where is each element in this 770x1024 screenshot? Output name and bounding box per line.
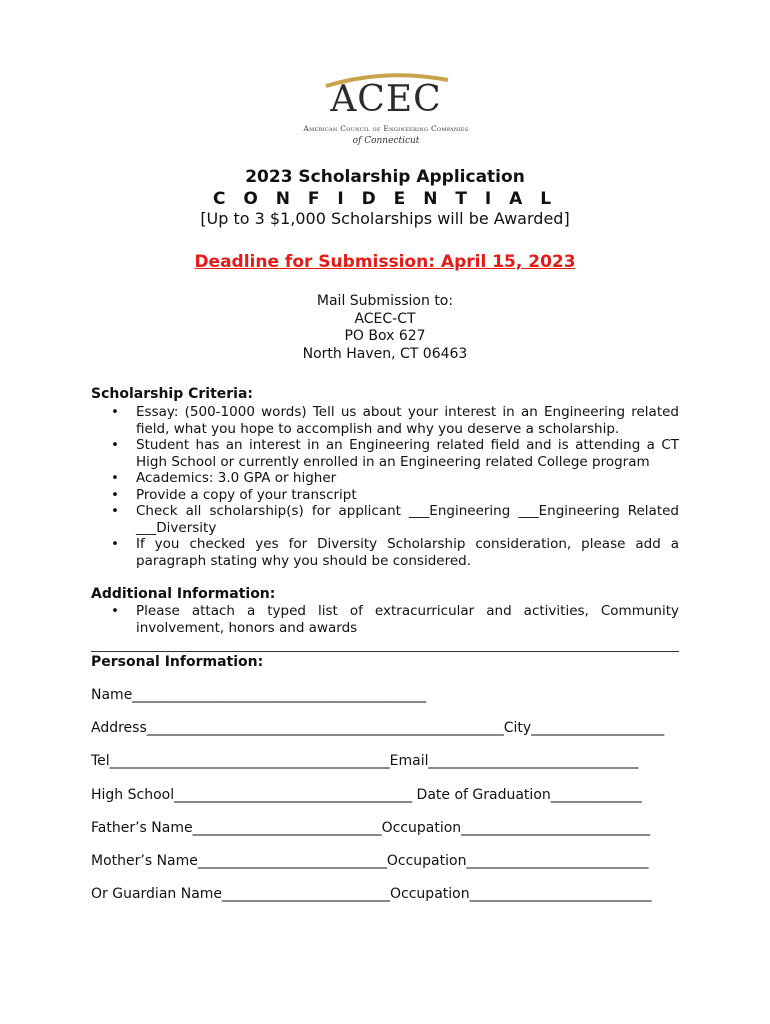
confidential-label: C O N F I D E N T I A L: [212, 189, 558, 209]
criteria-text: If you checked yes for Diversity Scholarship consideration, please add a paragraph stating why you should be considered.: [136, 536, 679, 569]
list-item: [91, 404, 679, 437]
bullet-icon: •: [111, 404, 119, 420]
mail-label: Mail Submission to:: [316, 293, 454, 309]
guardian-occupation-field[interactable]: Or Guardian Name________________________Occupation__________________________: [91, 886, 652, 902]
list-item: [91, 437, 679, 470]
bullet-icon: •: [111, 470, 119, 486]
bullet-icon: •: [111, 536, 119, 552]
bullet-icon: •: [111, 603, 119, 619]
bullet-icon: •: [111, 503, 119, 519]
mail-line-city: North Haven, CT 06463: [302, 345, 468, 362]
personal-heading: Personal Information:: [91, 654, 264, 670]
bullet-icon: •: [111, 437, 119, 453]
logo-acronym: ACEC: [330, 79, 442, 120]
list-item: [91, 470, 679, 487]
bullet-icon: •: [111, 486, 119, 503]
mail-line-org: ACEC-CT: [354, 310, 416, 327]
mother-occupation-field[interactable]: Mother’s Name___________________________Occupation__________________________: [91, 853, 649, 869]
additional-list: [91, 603, 679, 636]
additional-text: Please attach a typed list of extracurricular and activities, Community involvement, honors and awards: [136, 603, 679, 636]
awards-note: [Up to 3 $1,000 Scholarships will be Awarded]: [200, 209, 570, 228]
list-item: [91, 487, 679, 504]
name-field[interactable]: Name__________________________________________: [91, 687, 427, 703]
father-occupation-field[interactable]: Father’s Name___________________________Occupation___________________________: [91, 820, 651, 836]
criteria-heading: Scholarship Criteria:: [91, 386, 254, 402]
criteria-text: Check all scholarship(s) for applicant ___Engineering ___Engineering Related ___Diversity: [136, 503, 679, 536]
section-divider: [91, 651, 679, 652]
additional-heading: Additional Information:: [91, 586, 276, 602]
tel-email-field[interactable]: Tel________________________________________Email______________________________: [91, 753, 639, 769]
criteria-text: Student has an interest in an Engineering related field and is attending a CT High School or currently enrolled in an Engineering related College program: [136, 437, 679, 470]
acec-logo: [286, 70, 486, 152]
list-item: [91, 603, 679, 636]
logo-org-name: American Council of Engineering Companies: [303, 124, 469, 133]
criteria-list: [91, 404, 679, 569]
list-item: [91, 536, 679, 569]
deadline-notice: Deadline for Submission: April 15, 2023: [194, 252, 576, 272]
mail-line-pobox: PO Box 627: [344, 328, 426, 344]
school-graduation-field[interactable]: High School__________________________________ Date of Graduation_____________: [91, 787, 642, 803]
criteria-text: Essay: (500-1000 words) Tell us about your interest in an Engineering related field, what you hope to accomplish and why you deserve a scholarship.: [136, 404, 679, 437]
logo-chapter: of Connecticut: [352, 136, 420, 146]
mail-address-block: [0, 293, 770, 363]
criteria-text: Provide a copy of your transcript: [136, 486, 357, 503]
list-item: [91, 503, 679, 536]
page-title: 2023 Scholarship Application: [245, 167, 525, 187]
criteria-text: Academics: 3.0 GPA or higher: [136, 470, 337, 486]
address-city-field[interactable]: Address___________________________________________________City___________________: [91, 720, 665, 736]
